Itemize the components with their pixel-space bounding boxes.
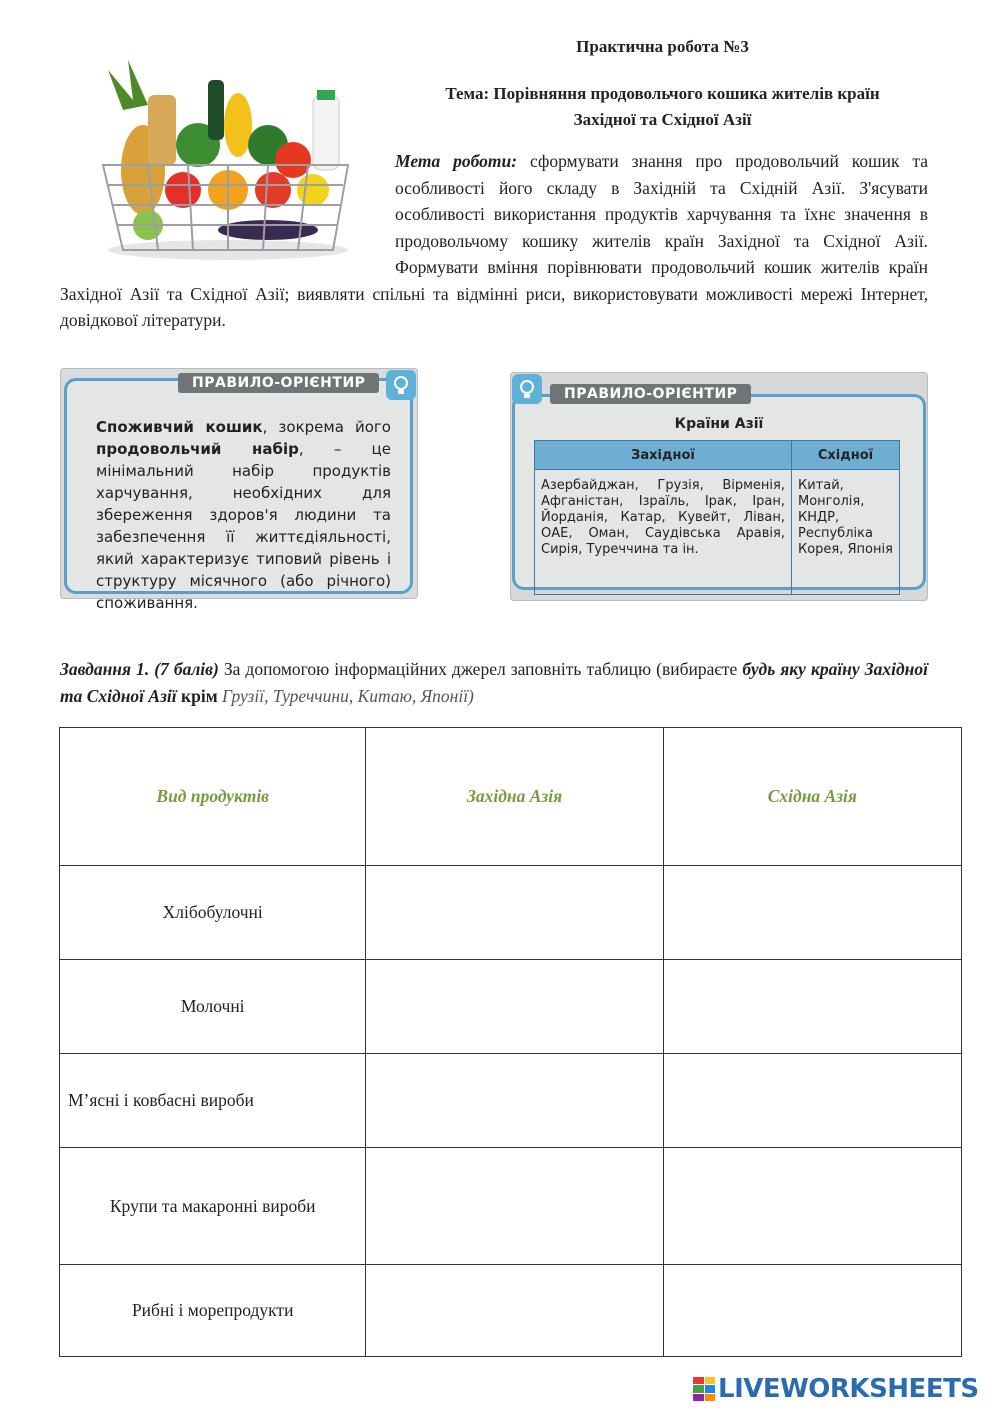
answer-cell-east[interactable] — [663, 960, 961, 1054]
table-row — [60, 1054, 962, 1148]
goal-text: сформувати знання про продовольчий кошик та особливості його складу в Західній та Східній Азії. З'ясувати особливості використання продуктів харчування та їхнє значення в продовольчому кошику жителів країн Західної та Східної Азії. Формувати вміння порівнювати продовольчий кошик жителів країн Західної Азії та Східної Азії; виявляти спільні та відмінні риси, використовувати можливості мережі Інтернет, довідкової літератури. — [60, 151, 929, 330]
topic-line-2: Західної та Східної Азії — [573, 110, 752, 129]
table-row — [60, 960, 962, 1054]
goal-paragraph — [60, 148, 928, 334]
liveworksheets-logo-icon — [693, 1377, 715, 1401]
header-product-type: Вид продуктів — [60, 728, 366, 866]
product-cell: Крупи та макаронні вироби — [60, 1148, 366, 1265]
asia-countries-table — [534, 440, 900, 595]
col-east: Східної — [792, 441, 900, 470]
answer-cell-west[interactable] — [366, 1148, 663, 1265]
liveworksheets-logo[interactable] — [693, 1375, 979, 1403]
answer-cell-west[interactable] — [366, 866, 663, 960]
west-countries: Азербайджан, Грузія, Вірменія, Афганістан, Ізраїль, Ірак, Іран, Йорданія, Катар, Кувейт, Ліван, ОАЕ, Оман, Саудівська Аравія, Сирія, Туреччина та ін. — [535, 470, 792, 595]
page-title: Практична робота №3 — [576, 37, 749, 56]
worksheet-table — [59, 727, 962, 1357]
answer-cell-east[interactable] — [663, 866, 961, 960]
task-points: . (7 балів) — [144, 659, 219, 679]
term-food-set: продовольчий набір — [96, 440, 299, 458]
product-cell: Молочні — [60, 960, 366, 1054]
answer-cell-west[interactable] — [366, 960, 663, 1054]
table-row — [60, 1265, 962, 1357]
rule-banner: ПРАВИЛО-ОРІЄНТИР — [178, 373, 379, 393]
product-cell: Хлібобулочні — [60, 866, 366, 960]
header-east-asia: Східна Азія — [663, 728, 961, 866]
answer-cell-east[interactable] — [663, 1054, 961, 1148]
task-instructions: Завдання 1. (7 балів) За допомогою інформаційних джерел заповніть таблицю (вибираєте будь яку країну Західної та Східної Азії крім Грузії, Туреччини, Китаю, Японії) — [60, 659, 928, 706]
lightbulb-icon — [512, 374, 542, 404]
goal-label: Мета роботи: — [395, 151, 518, 171]
task-emphasis: будь яку країну Західної та Східної Азії — [60, 659, 928, 706]
rule-definition: Споживчий кошик, зокрема його продовольчий набір, – це мінімальний набір продуктів харчування, необхідних для збереження здоров'я людини та забезпечення її життєдіяльності, який характеризує типовий рівень і структуру місячного (або річного) споживання. — [96, 418, 391, 612]
header-west-asia: Західна Азія — [366, 728, 663, 866]
east-countries: Китай, Монголія, КНДР, Республіка Корея, Японія — [792, 470, 900, 595]
topic-heading — [390, 81, 935, 133]
task-label: Завдання 1 — [60, 659, 145, 679]
product-cell: М’ясні і ковбасні вироби — [60, 1054, 366, 1148]
table-row — [60, 1148, 962, 1265]
col-west: Західної — [535, 441, 792, 470]
answer-cell-east[interactable] — [663, 1265, 961, 1357]
topic-line-1: Тема: Порівняння продовольчого кошика жителів країн — [445, 84, 880, 103]
countries-table-title: Країни Азії — [674, 416, 764, 432]
brand-text: LIVEWORKSHEETS — [718, 1374, 979, 1404]
answer-cell-east[interactable] — [663, 1148, 961, 1265]
product-cell: Рибні і морепродукти — [60, 1265, 366, 1357]
answer-cell-west[interactable] — [366, 1265, 663, 1357]
rule-photo-consumer-basket — [60, 368, 418, 612]
term-consumer-basket: Споживчий кошик — [96, 418, 263, 436]
rule-banner: ПРАВИЛО-ОРІЄНТИР — [550, 384, 751, 404]
answer-cell-west[interactable] — [366, 1054, 663, 1148]
table-row — [60, 866, 962, 960]
excluded-countries: Грузії, Туреччини, Китаю, Японії) — [217, 686, 474, 706]
lightbulb-icon — [386, 370, 416, 400]
